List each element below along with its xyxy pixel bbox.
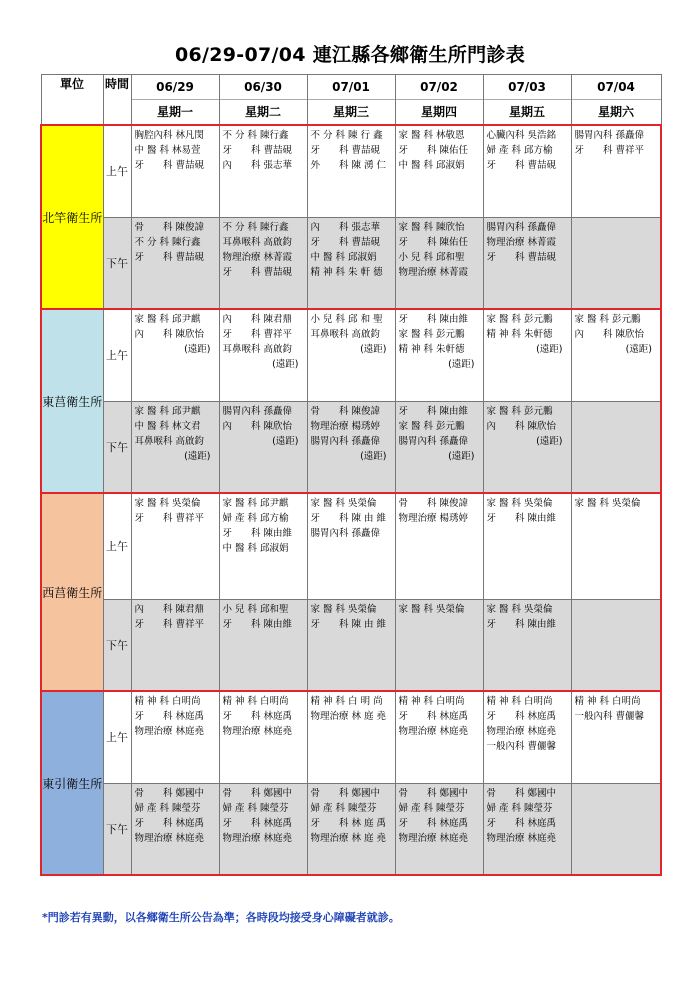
schedule-cell xyxy=(571,599,661,691)
schedule-cell xyxy=(219,401,307,493)
doctor-entry: 家 醫 科 彭元鵬 xyxy=(486,314,553,325)
doctor-entry: 牙 科 林庭禹 xyxy=(486,817,557,829)
remote-note: (遠距) xyxy=(625,344,652,355)
schedule-cell xyxy=(483,125,571,217)
doctor-entry: 家 醫 科 彭元鵬 xyxy=(486,405,553,417)
doctor-entry: 物理治療 林庭堯 xyxy=(134,832,205,844)
time-slot-label: 上午 xyxy=(103,493,131,599)
doctor-entry: 中 醫 科 林文君 xyxy=(134,420,201,432)
doctor-entry: 骨 科 鄭國中 xyxy=(310,787,381,799)
doctor-entry: 牙 科 陳佑任 xyxy=(398,145,469,156)
doctor-entry: 牙 科 曹喆硯 xyxy=(310,145,381,156)
doctor-entry: 耳鼻喉科 高啟鈞 xyxy=(310,329,381,340)
doctor-entry: 牙 科 林庭禹 xyxy=(398,817,469,829)
doctor-entry: 腸胃內科 孫矗偉 xyxy=(222,405,293,417)
doctor-entry: 牙 科 林庭禹 xyxy=(134,711,205,722)
doctor-entry: 物理治療 林菁霞 xyxy=(398,266,469,278)
doctor-entry: 精 神 科 白明尚 xyxy=(398,696,465,707)
doctor-entry: 牙 科 曹祥平 xyxy=(134,513,205,524)
schedule-cell xyxy=(571,783,661,875)
schedule-cell xyxy=(219,493,307,599)
day-header xyxy=(571,75,661,126)
doctor-entry: 家 醫 科 彭元鵬 xyxy=(574,314,641,325)
doctor-entry: 婦 產 科 陳瑩芬 xyxy=(134,802,201,814)
schedule-cell xyxy=(307,125,395,217)
doctor-entry: 物理治療 楊琇婷 xyxy=(310,420,381,432)
doctor-entry: 牙 科 陳由維 xyxy=(398,405,469,417)
time-slot-label: 下午 xyxy=(103,401,131,493)
doctor-entry: 物理治療 林庭堯 xyxy=(398,726,469,737)
doctor-entry: 精 神 科 白 明 尚 xyxy=(310,696,383,707)
remote-note: (遠距) xyxy=(272,359,299,370)
doctor-entry: 一般內科 曹儷馨 xyxy=(486,741,557,752)
doctor-entry: 牙 科 林庭禹 xyxy=(398,711,469,722)
doctor-entry: 腸胃內科 孫矗偉 xyxy=(310,435,381,447)
doctor-entry: 腸胃內科 孫矗偉 xyxy=(574,130,645,141)
doctor-entry: 物理治療 林庭堯 xyxy=(486,832,557,844)
time-slot-label: 上午 xyxy=(103,691,131,783)
afternoon-row xyxy=(41,217,661,309)
doctor-entry: 家 醫 科 彭元鵬 xyxy=(398,329,465,340)
afternoon-row xyxy=(41,599,661,691)
schedule-cell xyxy=(483,783,571,875)
doctor-entry: 中 醫 科 邱淑娟 xyxy=(222,543,289,554)
doctor-entry: 家 醫 科 邱尹麒 xyxy=(134,405,201,417)
doctor-entry: 不 分 科 陳行鑫 xyxy=(222,221,289,233)
schedule-cell xyxy=(395,691,483,783)
doctor-entry: 內 科 張志華 xyxy=(310,221,381,233)
schedule-cell xyxy=(219,217,307,309)
schedule-cell xyxy=(571,401,661,493)
doctor-entry: 精 神 科 朱軒德 xyxy=(398,344,465,355)
time-slot-label: 上午 xyxy=(103,125,131,217)
doctor-entry: 物理治療 林庭堯 xyxy=(486,726,557,737)
doctor-entry: 家 醫 科 彭元鵬 xyxy=(398,420,465,432)
doctor-entry: 牙 科 陳佑任 xyxy=(398,236,469,248)
day-weekday: 星期三 xyxy=(332,105,369,119)
schedule-cell xyxy=(395,125,483,217)
doctor-entry: 物理治療 林庭堯 xyxy=(222,832,293,844)
page-title: 06/29-07/04 連江縣各鄉衛生所門診表 xyxy=(174,44,526,66)
doctor-entry: 牙 科 曹喆硯 xyxy=(222,266,293,278)
doctor-entry: 外 科 陳 湧 仁 xyxy=(310,160,387,171)
unit-header: 單位 xyxy=(41,75,103,126)
schedule-cell xyxy=(571,691,661,783)
doctor-entry: 牙 科 林 庭 禹 xyxy=(310,817,387,829)
doctor-entry: 耳鼻喉科 高啟鈞 xyxy=(222,344,293,355)
doctor-entry: 小 兒 科 邱和聖 xyxy=(398,251,465,263)
schedule-cell xyxy=(131,401,219,493)
doctor-entry: 家 醫 科 林敬恩 xyxy=(398,130,465,141)
schedule-cell xyxy=(483,599,571,691)
doctor-entry: 骨 科 鄭國中 xyxy=(398,787,469,799)
doctor-entry: 內 科 陳欣怡 xyxy=(574,329,645,340)
doctor-entry: 胸腔內科 林凡閔 xyxy=(134,130,205,141)
doctor-entry: 牙 科 曹祥平 xyxy=(574,145,645,156)
doctor-entry: 精 神 科 白明尚 xyxy=(486,696,553,707)
doctor-entry: 腸胃內科 孫矗偉 xyxy=(398,435,469,447)
schedule-body xyxy=(41,125,661,875)
day-date: 07/01 xyxy=(308,75,395,100)
doctor-entry: 物理治療 林庭堯 xyxy=(222,726,293,737)
doctor-entry: 物理治療 林菁霞 xyxy=(486,236,557,248)
doctor-entry: 婦 產 科 邱方榆 xyxy=(222,513,289,524)
doctor-entry: 內 科 陳欣怡 xyxy=(486,420,557,432)
schedule-cell xyxy=(131,125,219,217)
doctor-entry: 家 醫 科 吳榮倫 xyxy=(398,603,465,615)
day-header xyxy=(131,75,219,126)
morning-row xyxy=(41,493,661,599)
doctor-entry: 中 醫 科 邱淑娟 xyxy=(310,251,377,263)
doctor-entry: 牙 科 曹喆硯 xyxy=(486,251,557,263)
morning-row xyxy=(41,691,661,783)
doctor-entry: 牙 科 曹祥平 xyxy=(222,329,293,340)
doctor-entry: 牙 科 曹喆硯 xyxy=(134,160,205,171)
doctor-entry: 不 分 科 陳 行 鑫 xyxy=(310,130,383,141)
schedule-cell xyxy=(571,217,661,309)
remote-note: (遠距) xyxy=(536,344,563,355)
schedule-cell xyxy=(483,493,571,599)
doctor-entry: 精 神 科 白明尚 xyxy=(222,696,289,707)
doctor-entry: 牙 科 林庭禹 xyxy=(486,711,557,722)
schedule-cell xyxy=(307,309,395,401)
doctor-entry: 家 醫 科 吳榮倫 xyxy=(310,498,377,509)
doctor-entry: 內 科 陳君鼎 xyxy=(134,603,205,615)
doctor-entry: 家 醫 科 吳榮倫 xyxy=(134,498,201,509)
time-header: 時間 xyxy=(103,75,131,126)
doctor-entry: 骨 科 鄭國中 xyxy=(134,787,205,799)
schedule-cell xyxy=(219,599,307,691)
schedule-cell xyxy=(131,783,219,875)
doctor-entry: 家 醫 科 邱尹麒 xyxy=(134,314,201,325)
doctor-entry: 牙 科 曹喆硯 xyxy=(222,145,293,156)
remote-note: (遠距) xyxy=(184,450,211,462)
doctor-entry: 骨 科 鄭國中 xyxy=(486,787,557,799)
schedule-cell xyxy=(307,493,395,599)
afternoon-row xyxy=(41,401,661,493)
morning-row xyxy=(41,125,661,217)
schedule-cell xyxy=(307,691,395,783)
doctor-entry: 牙 科 曹喆硯 xyxy=(134,251,205,263)
schedule-cell xyxy=(395,493,483,599)
doctor-entry: 家 醫 科 邱尹麒 xyxy=(222,498,289,509)
day-weekday: 星期五 xyxy=(508,105,545,119)
schedule-cell xyxy=(307,783,395,875)
footnote: *門診若有異動，以各鄉衛生所公告為準；各時段均接受身心障礙者就診。 xyxy=(42,911,400,924)
doctor-entry: 家 醫 科 吳榮倫 xyxy=(310,603,377,615)
doctor-entry: 耳鼻喉科 高啟鈞 xyxy=(134,435,205,447)
day-date: 06/29 xyxy=(132,75,219,100)
doctor-entry: 牙 科 林庭禹 xyxy=(222,711,293,722)
doctor-entry: 物理治療 林庭堯 xyxy=(134,726,205,737)
doctor-entry: 中 醫 科 林易萱 xyxy=(134,145,201,156)
schedule-cell xyxy=(571,493,661,599)
schedule-cell xyxy=(219,691,307,783)
day-weekday: 星期六 xyxy=(597,105,634,119)
doctor-entry: 小 兒 科 邱和聖 xyxy=(222,603,289,615)
doctor-entry: 牙 科 曹喆硯 xyxy=(486,160,557,171)
schedule-cell xyxy=(395,401,483,493)
schedule-cell xyxy=(395,599,483,691)
doctor-entry: 不 分 科 陳行鑫 xyxy=(222,130,289,141)
doctor-entry: 牙 科 林庭禹 xyxy=(222,817,293,829)
unit-name: 北竿衛生所 xyxy=(41,125,103,309)
day-header xyxy=(307,75,395,126)
schedule-cell xyxy=(219,125,307,217)
day-weekday: 星期四 xyxy=(420,105,457,119)
unit-name: 東引衛生所 xyxy=(41,691,103,875)
time-slot-label: 下午 xyxy=(103,783,131,875)
doctor-entry: 骨 科 陳俊諱 xyxy=(310,405,381,417)
doctor-entry: 內 科 張志華 xyxy=(222,160,293,171)
doctor-entry: 中 醫 科 邱淑娟 xyxy=(398,160,465,171)
unit-name: 東莒衛生所 xyxy=(41,309,103,493)
remote-note: (遠距) xyxy=(184,344,211,355)
schedule-cell xyxy=(571,125,661,217)
schedule-cell xyxy=(219,309,307,401)
doctor-entry: 婦 產 科 陳瑩芬 xyxy=(222,802,289,814)
doctor-entry: 腸胃內科 孫矗偉 xyxy=(310,528,381,539)
schedule-cell xyxy=(131,599,219,691)
unit-name: 西莒衛生所 xyxy=(41,493,103,691)
schedule-cell xyxy=(131,493,219,599)
day-header xyxy=(483,75,571,126)
remote-note: (遠距) xyxy=(272,435,299,447)
doctor-entry: 婦 產 科 邱方榆 xyxy=(486,145,553,156)
afternoon-row xyxy=(41,783,661,875)
schedule-cell xyxy=(571,309,661,401)
day-date: 06/30 xyxy=(220,75,307,100)
doctor-entry: 物理治療 楊琇婷 xyxy=(398,513,469,524)
doctor-entry: 物理治療 林庭堯 xyxy=(398,832,469,844)
day-header xyxy=(219,75,307,126)
doctor-entry: 物理治療 林 庭 堯 xyxy=(310,711,387,722)
schedule-cell xyxy=(483,401,571,493)
doctor-entry: 家 醫 科 吳榮倫 xyxy=(574,498,641,509)
schedule-cell xyxy=(395,309,483,401)
doctor-entry: 牙 科 林庭禹 xyxy=(134,817,205,829)
header-row xyxy=(41,75,661,126)
schedule-cell xyxy=(395,217,483,309)
remote-note: (遠距) xyxy=(536,435,563,447)
doctor-entry: 家 醫 科 陳欣怡 xyxy=(398,221,465,233)
day-weekday: 星期一 xyxy=(156,105,193,119)
schedule-cell xyxy=(395,783,483,875)
doctor-entry: 內 科 陳君鼎 xyxy=(222,314,293,325)
remote-note: (遠距) xyxy=(448,359,475,370)
morning-row xyxy=(41,309,661,401)
doctor-entry: 婦 產 科 陳瑩芬 xyxy=(486,802,553,814)
schedule-cell xyxy=(307,599,395,691)
doctor-entry: 物理治療 林 庭 堯 xyxy=(310,832,387,844)
remote-note: (遠距) xyxy=(360,344,387,355)
doctor-entry: 精 神 科 朱 軒 德 xyxy=(310,266,383,278)
doctor-entry: 牙 科 陳由維 xyxy=(222,528,293,539)
schedule-cell xyxy=(131,217,219,309)
doctor-entry: 耳鼻喉科 高啟鈞 xyxy=(222,236,293,248)
doctor-entry: 精 神 科 白明尚 xyxy=(574,696,641,707)
time-slot-label: 下午 xyxy=(103,599,131,691)
doctor-entry: 內 科 陳欣怡 xyxy=(134,329,205,340)
doctor-entry: 家 醫 科 吳榮倫 xyxy=(486,498,553,509)
schedule-cell xyxy=(483,309,571,401)
schedule-cell xyxy=(219,783,307,875)
doctor-entry: 骨 科 鄭國中 xyxy=(222,787,293,799)
doctor-entry: 牙 科 陳 由 維 xyxy=(310,618,387,630)
schedule-cell xyxy=(307,401,395,493)
doctor-entry: 內 科 陳欣怡 xyxy=(222,420,293,432)
time-slot-label: 上午 xyxy=(103,309,131,401)
doctor-entry: 心臟內科 吳浩銘 xyxy=(486,130,557,141)
doctor-entry: 婦 產 科 陳瑩芬 xyxy=(310,802,377,814)
schedule-cell xyxy=(483,691,571,783)
doctor-entry: 牙 科 陳由維 xyxy=(486,618,557,630)
doctor-entry: 牙 科 陳由維 xyxy=(222,618,293,630)
schedule-cell xyxy=(307,217,395,309)
schedule-cell xyxy=(483,217,571,309)
doctor-entry: 家 醫 科 吳榮倫 xyxy=(486,603,553,615)
day-date: 07/03 xyxy=(484,75,571,100)
doctor-entry: 牙 科 陳由維 xyxy=(398,314,469,325)
day-header xyxy=(395,75,483,126)
doctor-entry: 一般內科 曹儷馨 xyxy=(574,711,645,722)
doctor-entry: 不 分 科 陳行鑫 xyxy=(134,236,201,248)
doctor-entry: 牙 科 陳由維 xyxy=(486,513,557,524)
doctor-entry: 腸胃內科 孫矗偉 xyxy=(486,221,557,233)
doctor-entry: 骨 科 陳俊諱 xyxy=(398,498,469,509)
doctor-entry: 牙 科 陳 由 維 xyxy=(310,513,387,524)
remote-note: (遠距) xyxy=(360,450,387,462)
doctor-entry: 牙 科 曹祥平 xyxy=(134,618,205,630)
doctor-entry: 小 兒 科 邱 和 聖 xyxy=(310,314,383,325)
day-weekday: 星期二 xyxy=(244,105,281,119)
doctor-entry: 牙 科 曹喆硯 xyxy=(310,236,381,248)
doctor-entry: 骨 科 陳俊諱 xyxy=(134,221,205,233)
doctor-entry: 精 神 科 白明尚 xyxy=(134,696,201,707)
time-slot-label: 下午 xyxy=(103,217,131,309)
doctor-entry: 物理治療 林菁霞 xyxy=(222,251,293,263)
day-date: 07/02 xyxy=(396,75,483,100)
schedule-table xyxy=(40,74,662,876)
doctor-entry: 精 神 科 朱軒德 xyxy=(486,329,553,340)
doctor-entry: 婦 產 科 陳瑩芬 xyxy=(398,802,465,814)
schedule-cell xyxy=(131,309,219,401)
remote-note: (遠距) xyxy=(448,450,475,462)
schedule-cell xyxy=(131,691,219,783)
day-date: 07/04 xyxy=(572,75,661,100)
